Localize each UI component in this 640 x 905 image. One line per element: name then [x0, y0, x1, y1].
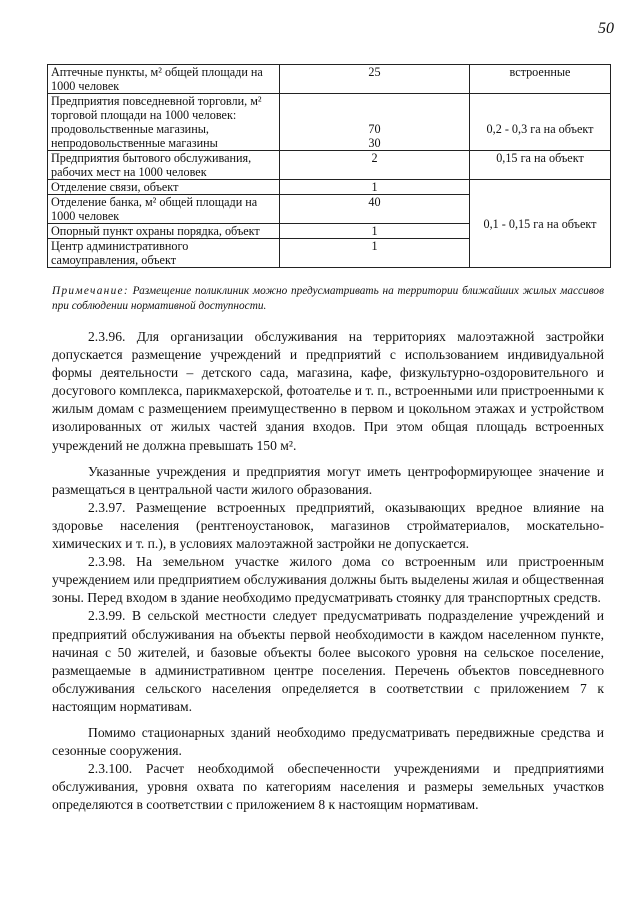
table-cell-value: 40 — [280, 195, 470, 224]
note-label: Примечание: — [52, 285, 129, 297]
table-cell-name: Предприятия повседневной торговли, м² торговой площади на 1000 человек: продовольственные магазины, непродовольственные магазины — [48, 94, 280, 151]
table-row — [48, 180, 611, 195]
table-cell-value: 1 — [280, 224, 470, 239]
table-cell-note: встроенные — [470, 65, 611, 94]
note-text: Размещение поликлиник можно предусматривать на территории ближайших жилых массивов при соблюдении нормативной доступности. — [52, 285, 604, 312]
paragraph-2-3-100: 2.3.100. Расчет необходимой обеспеченности учреждениями и предприятиями обслуживания, уровня охвата по категориям населения и размеры земельных участков определяются в соответствии с приложением 8 к настоящим нормативам. — [52, 761, 604, 813]
table-row — [48, 151, 611, 180]
table-cell-note: 0,2 - 0,3 га на объект — [470, 94, 611, 151]
table-cell-value: 2 — [280, 151, 470, 180]
paragraph-2-3-99: 2.3.99. В сельской местности следует предусматривать подразделение учреждений и предприятий обслуживания на объекты первой необходимости в каждом населенном пункте, начиная с 50 жителей, и базовые объекты более высокого уровня на сельское поселение, размещаемые в административном центре поселения. Перечень объектов повседневного обслуживания сельского населения определяется в соответствии с приложением 7 к настоящим нормативам. — [52, 608, 604, 714]
table-cell-value: 1 — [280, 180, 470, 195]
table-cell-group-note: 0,1 - 0,15 га на объект — [470, 180, 611, 268]
table-cell-note: 0,15 га на объект — [470, 151, 611, 180]
paragraph-2-3-97: 2.3.97. Размещение встроенных предприятий, оказывающих вредное влияние на здоровье населения (рентгеноустановок, магазинов стройматериалов, москательно-химических и т. п.), в условиях малоэтажной застройки не допускается. — [52, 499, 604, 552]
paragraph: Помимо стационарных зданий необходимо предусматривать передвижные средства и сезонные сооружения. — [52, 724, 604, 759]
table-cell-value: 25 — [280, 65, 470, 94]
table-cell-name: Центр административного самоуправления, объект — [48, 239, 280, 268]
norms-table — [47, 64, 611, 268]
table-note — [52, 284, 604, 314]
paragraph-2-3-98: 2.3.98. На земельном участке жилого дома со встроенным или пристроенным учреждением или предприятием обслуживания должны быть выделены жилая и общественная зоны. Перед входом в здание необходимо предусматривать стоянку для транспортных средств. — [52, 554, 604, 606]
table-row — [48, 65, 611, 94]
paragraph-2-3-96: 2.3.96. Для организации обслуживания на территориях малоэтажной застройки допускается размещение учреждений и предприятий с использованием индивидуальной формы деятельности – детского сада, магазина, кафе, физкультурно-оздоровительного и досугового комплекса, парикмахерской, фотоателье и т. п., встроенными или пристроенными к жилым домам с размещением преимущественно в первом и цокольном этажах и устройством изолированных от жилых частей здания входов. При этом общая площадь встроенных учреждений не должна превышать 150 м². — [52, 329, 604, 453]
table-cell-name: Аптечные пункты, м² общей площади на 1000 человек — [48, 65, 280, 94]
table-cell-name: Опорный пункт охраны порядка, объект — [48, 224, 280, 239]
table-cell-name: Отделение связи, объект — [48, 180, 280, 195]
table-cell-name: Отделение банка, м² общей площади на 1000 человек — [48, 195, 280, 224]
table-row — [48, 94, 611, 151]
body-text — [52, 328, 604, 814]
table-cell-value: 70 30 — [280, 94, 470, 151]
page-number: 50 — [598, 20, 614, 37]
table-cell-name: Предприятия бытового обслуживания, рабочих мест на 1000 человек — [48, 151, 280, 180]
paragraph: Указанные учреждения и предприятия могут иметь центроформирующее значение и размещаться в центральной части жилого образования. — [52, 463, 604, 497]
table-cell-value: 1 — [280, 239, 470, 268]
